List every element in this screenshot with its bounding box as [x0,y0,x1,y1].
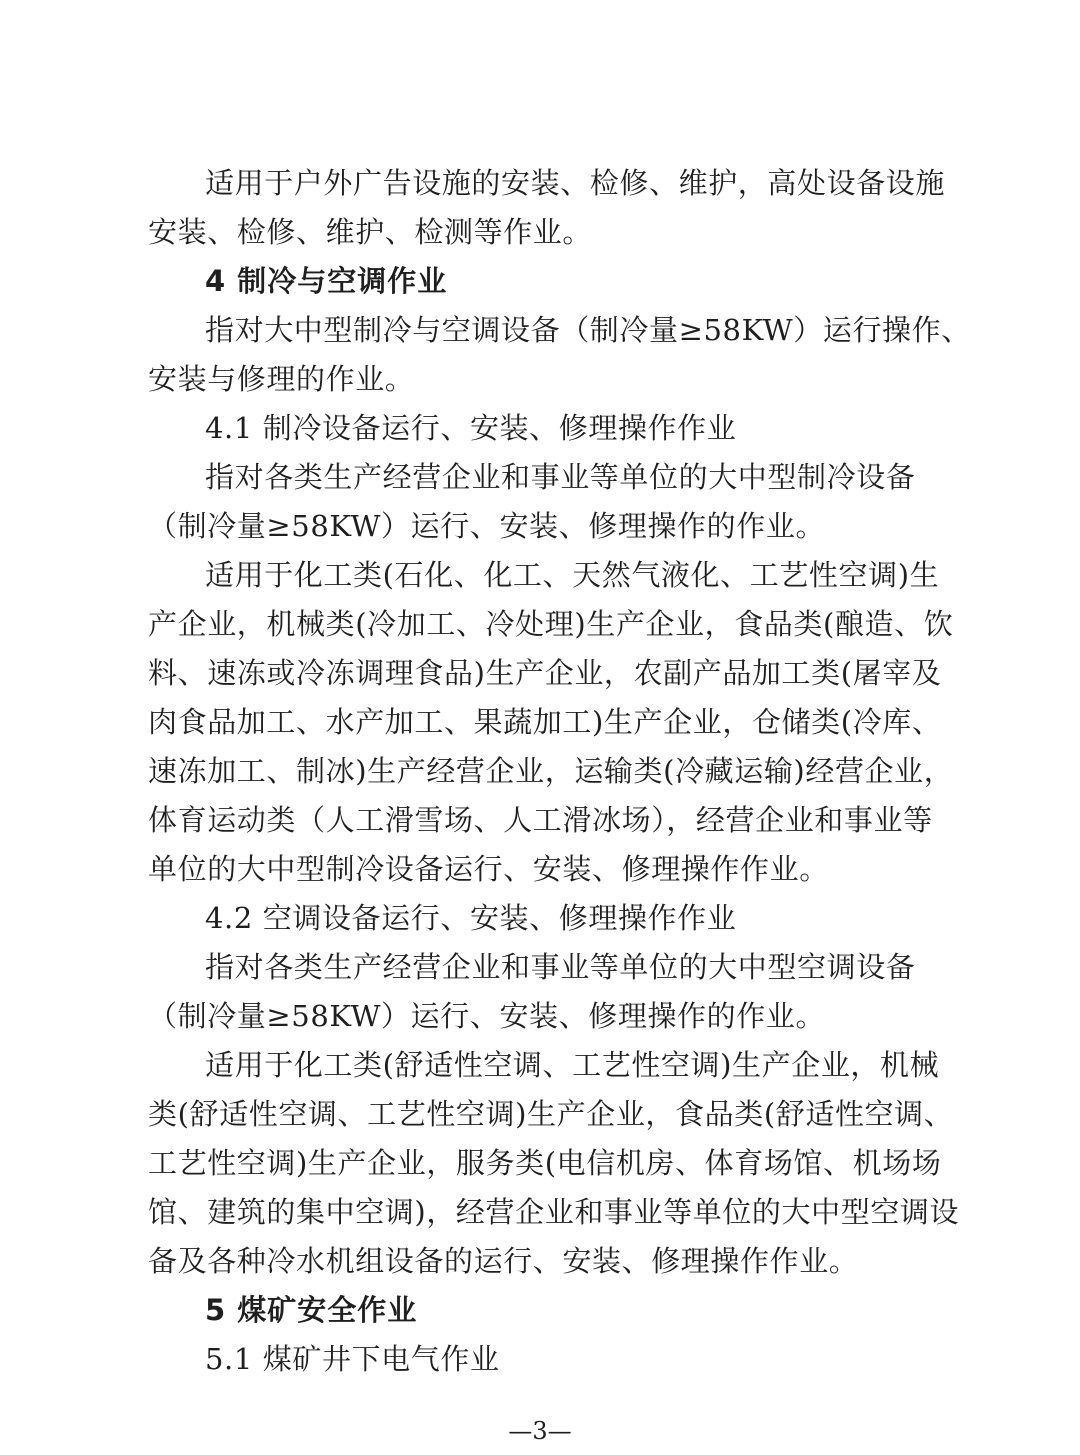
paragraph-line: 指对各类生产经营企业和事业等单位的大中型空调设备 [205,950,916,984]
paragraph-line: 馆、建筑的集中空调)，经营企业和事业等单位的大中型空调设 [148,1195,960,1229]
paragraph-line: 适用于化工类(舒适性空调、工艺性空调)生产企业，机械 [205,1048,940,1082]
section-heading: 4 制冷与空调作业 [205,264,448,298]
paragraph-line: （制冷量≥58KW）运行、安装、修理操作的作业。 [148,999,826,1033]
paragraph-line: 指对大中型制冷与空调设备（制冷量≥58KW）运行操作、 [205,313,971,347]
paragraph-line: 安装与修理的作业。 [148,362,415,396]
paragraph-line: 产企业，机械类(冷加工、冷处理)生产企业，食品类(酿造、饮 [148,607,954,641]
subsection-heading: 4.2 空调设备运行、安装、修理操作作业 [205,901,737,935]
paragraph-line: 适用于化工类(石化、化工、天然气液化、工艺性空调)生 [205,558,940,592]
paragraph-line: 体育运动类（人工滑雪场、人工滑冰场），经营企业和事业等 [148,803,933,837]
paragraph-line: （制冷量≥58KW）运行、安装、修理操作的作业。 [148,509,826,543]
paragraph-line: 料、速冻或冷冻调理食品)生产企业，农副产品加工类(屠宰及 [148,656,942,690]
paragraph-line: 工艺性空调)生产企业，服务类(电信机房、体育场馆、机场场 [148,1146,942,1180]
section-heading: 5 煤矿安全作业 [205,1293,418,1327]
subsection-heading: 5.1 煤矿井下电气作业 [205,1342,500,1376]
paragraph-line: 指对各类生产经营企业和事业等单位的大中型制冷设备 [205,460,916,494]
paragraph-line: 安装、检修、维护、检测等作业。 [148,215,593,249]
paragraph-line: 肉食品加工、水产加工、果蔬加工)生产企业，仓储类(冷库、 [148,705,942,739]
paragraph-line: 适用于户外广告设施的安装、检修、维护，高处设备设施 [205,166,946,200]
page-number: —3— [508,1417,572,1445]
paragraph-line: 单位的大中型制冷设备运行、安装、修理操作作业。 [148,852,829,886]
paragraph-line: 速冻加工、制冰)生产经营企业，运输类(冷藏运输)经营企业， [148,754,954,788]
paragraph-line: 类(舒适性空调、工艺性空调)生产企业，食品类(舒适性空调、 [148,1097,954,1131]
paragraph-line: 备及各种冷水机组设备的运行、安装、修理操作作业。 [148,1244,859,1278]
subsection-heading: 4.1 制冷设备运行、安装、修理操作作业 [205,411,737,445]
